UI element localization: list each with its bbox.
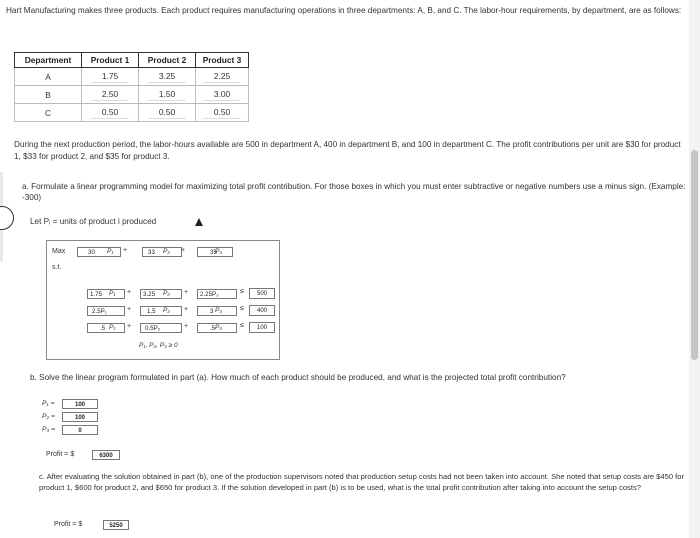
plus-sign: + xyxy=(127,306,132,313)
cell-dept: C xyxy=(15,104,82,122)
cell-value: 0.50 xyxy=(203,106,241,119)
profit-b-label: Profit = $ xyxy=(46,451,75,458)
profit-c-label: Profit = $ xyxy=(54,521,83,528)
header-product-1: Product 1 xyxy=(82,53,139,68)
leq-sign: ≤ xyxy=(240,322,244,329)
plus-sign: + xyxy=(184,306,189,313)
plus-sign: + xyxy=(127,289,132,296)
profit-c-input[interactable]: 5250 xyxy=(103,520,129,530)
profit-b-input[interactable]: 6300 xyxy=(92,450,120,460)
constraint-2-coef-1-input[interactable]: 2.5P₁ xyxy=(87,306,125,316)
constraint-3-coef-3-input[interactable]: .5 xyxy=(197,323,237,333)
question-status-icon xyxy=(0,206,14,230)
plus-sign: + xyxy=(184,289,189,296)
var-p3: P₃ xyxy=(215,324,223,331)
var-p1: P₁ xyxy=(109,290,116,297)
plus-sign: + xyxy=(127,323,132,330)
p2-label: P₂ = xyxy=(42,413,55,420)
cell-dept: B xyxy=(15,86,82,104)
cell-dept: A xyxy=(15,68,82,86)
intro-text: Hart Manufacturing makes three products. Each product requires manufacturing operations in three departments: A, B, and C. The labor-hour requirements, by department, are as follows: xyxy=(6,6,682,15)
var-p1: P₁ xyxy=(107,248,114,255)
table-header-row xyxy=(15,53,249,68)
constraint-2-coef-3-input[interactable]: 3 xyxy=(197,306,237,316)
part-a-prompt: a. Formulate a linear programming model for maximizing total profit contribution. For those boxes in which you must enter subtractive or negative numbers use a minus sign. (Example: -300) xyxy=(22,182,686,202)
plus-sign: + xyxy=(184,323,189,330)
labor-hours-table xyxy=(14,52,249,122)
var-p2: P₂ xyxy=(163,290,170,297)
cell-value: 3.00 xyxy=(203,88,241,101)
var-p1: P₁ xyxy=(109,324,116,331)
constraint-1-coef-2-input[interactable]: 3.25 xyxy=(140,289,182,299)
constraint-1-coef-3-input[interactable]: 2.25P₃ xyxy=(197,289,237,299)
table-row xyxy=(15,68,249,86)
cell-value: 3.25 xyxy=(148,70,186,83)
plus-sign: + xyxy=(181,247,186,254)
leq-sign: ≤ xyxy=(240,288,244,295)
constraint-3-coef-2-input[interactable]: 0.5P₂ xyxy=(140,323,182,333)
plus-sign: + xyxy=(123,247,128,254)
var-p2: P₂ xyxy=(163,248,170,255)
constraint-3-rhs-input[interactable]: 100 xyxy=(249,322,275,333)
var-p3: P₃ xyxy=(215,307,223,314)
scrollbar-thumb[interactable] xyxy=(691,150,698,360)
cell-value: 2.25 xyxy=(203,70,241,83)
var-p2: P₂ xyxy=(163,307,170,314)
max-label: Max xyxy=(52,248,66,255)
p1-label: P₁ = xyxy=(42,400,55,407)
leq-sign: ≤ xyxy=(240,305,244,312)
table-row xyxy=(15,104,249,122)
lp-model-panel xyxy=(46,240,280,360)
cell-value: 1.75 xyxy=(91,70,129,83)
p3-label: P₃ = xyxy=(42,426,56,433)
p1-answer-input[interactable]: 100 xyxy=(62,399,98,409)
objective-coef-2-input[interactable]: 33 xyxy=(142,247,182,257)
cell-value: 0.50 xyxy=(148,106,186,119)
cell-value: 1.50 xyxy=(148,88,186,101)
mouse-cursor-icon xyxy=(195,218,203,226)
constraint-1-rhs-input[interactable]: 500 xyxy=(249,288,275,299)
part-b-prompt: b. Solve the linear program formulated in part (a). How much of each product should be produced, and what is the projected total profit contribution? xyxy=(30,373,566,382)
p3-answer-input[interactable]: 0 xyxy=(62,425,98,435)
objective-coef-1-input[interactable]: 30 xyxy=(77,247,121,257)
constraint-2-rhs-input[interactable]: 400 xyxy=(249,305,275,316)
st-label: s.t. xyxy=(52,264,62,271)
header-department: Department xyxy=(15,53,82,68)
constraint-3-coef-1-input[interactable]: .5 xyxy=(87,323,125,333)
constraints-paragraph: During the next production period, the labor-hours available are 500 in department A, 400 in department B, and 100 in department C. The profit contributions per unit are $30 for product 1, $33 for product 2, and $35 for product 3. xyxy=(14,140,681,161)
constraint-2-coef-2-input[interactable]: 1.5 xyxy=(140,306,182,316)
p2-answer-input[interactable]: 100 xyxy=(62,412,98,422)
table-row xyxy=(15,86,249,104)
nonnegativity-constraint: P₁, P₂, P₃ ≥ 0 xyxy=(139,342,178,349)
cell-value: 2.50 xyxy=(91,88,129,101)
let-definition: Let Pᵢ = units of product i produced xyxy=(30,217,157,226)
part-c-prompt: c. After evaluating the solution obtained in part (b), one of the production supervisors noted that production setup costs had not been taken into account. She noted that setup costs are $450 for product 1, $600 for product 2, and $650 for product 3. If the solution developed in part (b) is to be used, what is the total profit contribution after taking into account the setup costs? xyxy=(39,472,685,492)
constraint-1-coef-1-input[interactable]: 1.75 xyxy=(87,289,125,299)
var-p3: P₃ xyxy=(215,248,223,255)
cell-value: 0.50 xyxy=(91,106,129,119)
objective-coef-3-input[interactable]: 35 xyxy=(197,247,233,257)
header-product-2: Product 2 xyxy=(139,53,196,68)
header-product-3: Product 3 xyxy=(196,53,249,68)
